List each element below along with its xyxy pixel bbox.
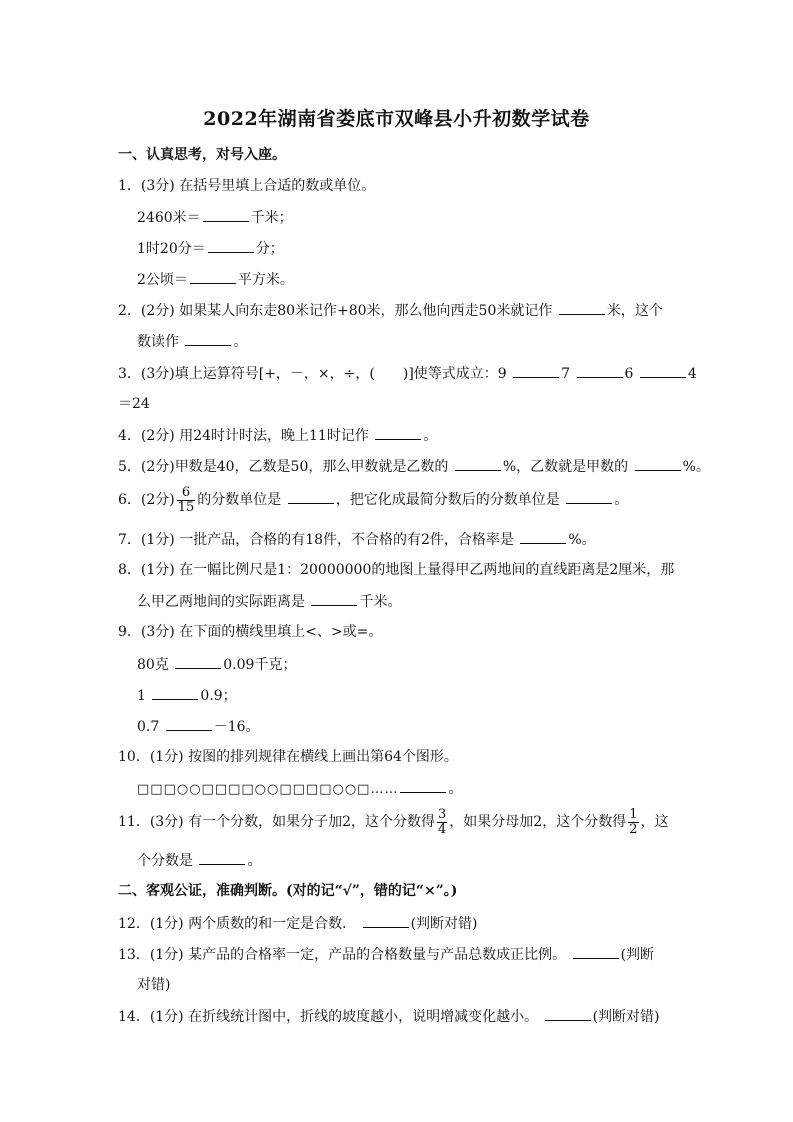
question-1-a: 2460米＝ 千米； (137, 207, 293, 228)
answer-blank[interactable] (573, 944, 619, 959)
answer-blank[interactable] (640, 363, 686, 378)
question-11-cont: 个分数是 。 (137, 850, 261, 871)
answer-blank[interactable] (635, 456, 681, 471)
question-12: 12．(1分) 两个质数的和一定是合数． (判断对错) (118, 913, 478, 934)
question-9-c: 0.7 －16。 (137, 716, 260, 737)
page-title: 2022年湖南省娄底市双峰县小升初数学试卷 (203, 108, 590, 130)
question-9: 9．(3分) 在下面的横线里填上<、>或=。 (118, 624, 383, 640)
question-10: 10．(1分) 按图的排列规律在横线上画出第64个图形。 (118, 749, 458, 765)
question-1-c: 2公顷＝ 平方米。 (137, 269, 294, 290)
answer-blank[interactable] (175, 654, 221, 669)
question-3-cont: ＝24 (118, 396, 150, 412)
question-11: 11．(3分) 有一个分数，如果分子加2，这个分数得 $\frac{3}{4}$ ，如果分母加2，这个分数得 $\frac{1}{2}$ ，这 (118, 806, 669, 837)
question-9-b: 1 0.9； (137, 685, 237, 706)
answer-blank[interactable] (208, 238, 254, 253)
question-2-cont: 数读作 。 (137, 331, 247, 352)
answer-blank[interactable] (166, 716, 212, 731)
question-10-cont: □□□○○□□□□○○□□□□○○□…… 。 (137, 778, 462, 800)
question-1-b: 1时20分＝ 分； (137, 238, 284, 259)
answer-blank[interactable] (311, 591, 357, 606)
answer-blank[interactable] (203, 207, 249, 222)
question-13-cont: 对错) (137, 977, 171, 993)
answer-blank[interactable] (400, 778, 446, 793)
question-4: 4．(2分) 用24时计时法，晚上11时记作 。 (118, 425, 437, 446)
answer-blank[interactable] (185, 331, 231, 346)
answer-blank[interactable] (152, 685, 198, 700)
answer-blank[interactable] (559, 300, 605, 315)
section-2-heading: 二、客观公证，准确判断。(对的记“√”，错的记“×”。) (118, 883, 458, 899)
question-7: 7．(1分) 一批产品，合格的有18件，不合格的有2件，合格率是 %。 (118, 529, 596, 550)
question-9-a: 80克 0.09千克； (137, 654, 296, 675)
fraction: $\frac{6}{15}$ (177, 484, 195, 515)
answer-blank[interactable] (363, 913, 409, 928)
answer-blank[interactable] (545, 1006, 591, 1021)
question-13: 13．(1分) 某产品的合格率一定，产品的合格数量与产品总数成正比例。 (判断 (118, 944, 654, 965)
question-6: 6．(2分) $\frac{6}{15}$ 的分数单位是 ，把它化成最简分数后的分数单位是 。 (118, 484, 629, 515)
answer-blank[interactable] (375, 425, 421, 440)
question-3: 3．(3分)填上运算符号[+，－，×，÷，( )]使等式成立：9 7 6 4 (118, 363, 697, 384)
answer-blank[interactable] (513, 363, 559, 378)
question-14: 14．(1分) 在折线统计图中，折线的坡度越小，说明增减变化越小。 (判断对错) (118, 1006, 660, 1027)
answer-blank[interactable] (577, 363, 623, 378)
section-1-heading: 一、认真思考，对号入座。 (118, 147, 286, 163)
answer-blank[interactable] (199, 850, 245, 865)
fraction: $\frac{3}{4}$ (438, 806, 447, 837)
question-8: 8．(1分) 在一幅比例尺是1：20000000的地图上量得甲乙两地间的直线距离是2厘米，那 (118, 562, 675, 578)
answer-blank[interactable] (566, 489, 612, 504)
question-1: 1．(3分) 在括号里填上合适的数或单位。 (118, 178, 376, 194)
answer-blank[interactable] (288, 489, 334, 504)
question-8-cont: 么甲乙两地间的实际距离是 千米。 (137, 591, 401, 612)
answer-blank[interactable] (455, 456, 501, 471)
answer-blank[interactable] (190, 269, 236, 284)
answer-blank[interactable] (520, 529, 566, 544)
fraction: $\frac{1}{2}$ (629, 806, 638, 837)
question-2: 2．(2分) 如果某人向东走80米记作+80米，那么他向西走50米就记作 米，这个 (118, 300, 663, 321)
shape-sequence: □□□○○□□□□○○□□□□○○□…… (137, 782, 399, 797)
question-5: 5．(2分)甲数是40，乙数是50，那么甲数就是乙数的 %，乙数就是甲数的 %。 (118, 456, 710, 477)
